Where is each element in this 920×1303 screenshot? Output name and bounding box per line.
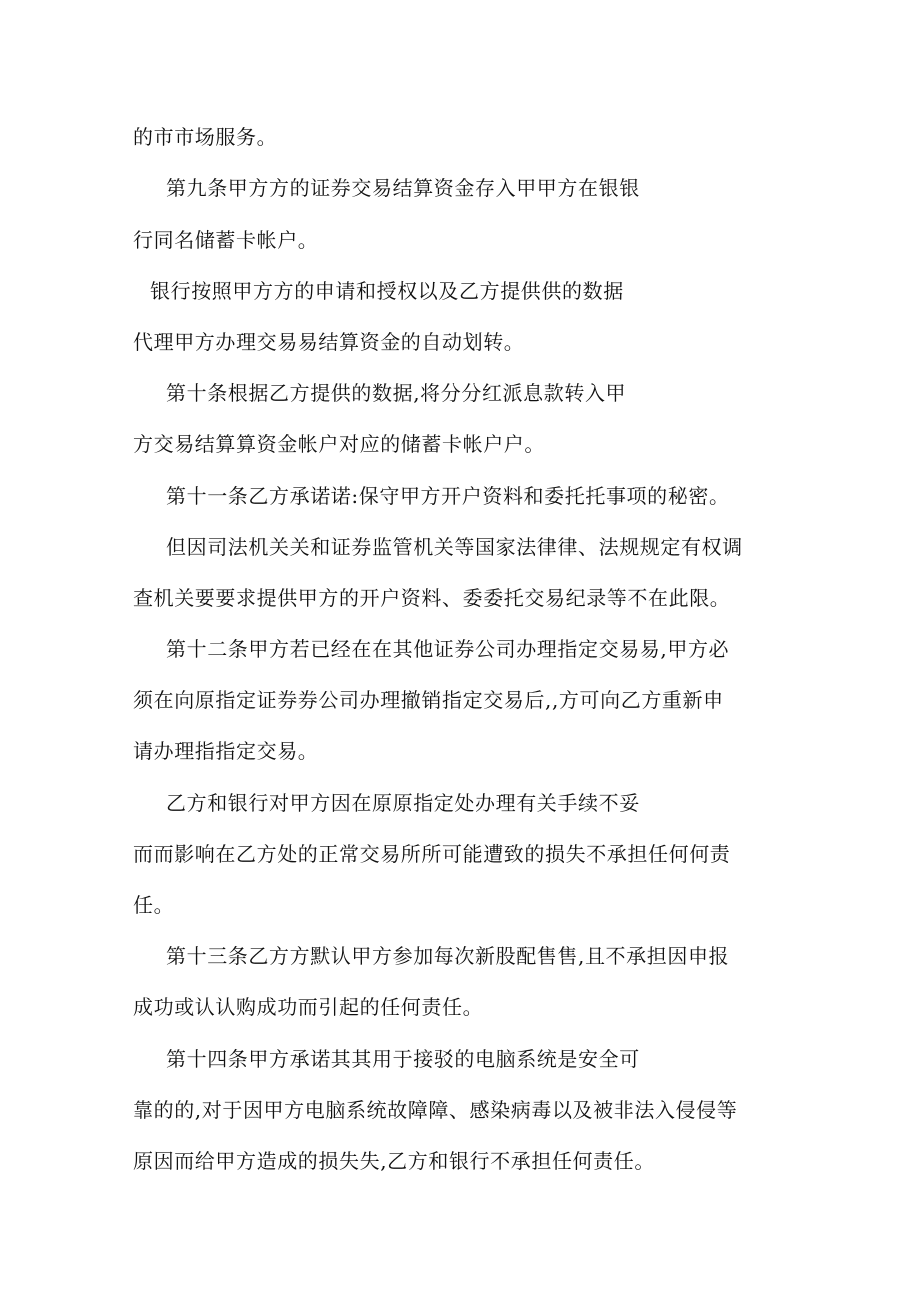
article-14-line-3: 原因而给甲方造成的损失失,乙方和银行不承担任何责任。 [133,1149,655,1173]
liability-line-2: 而而影响在乙方处的正常交易所所可能遭致的损失不承担任何何责 [133,842,731,866]
article-14-line-2: 靠的的,对于因甲方电脑系统故障障、感染病毒以及被非法入侵侵等 [133,1098,738,1122]
article-12-line-3: 请办理指指定交易。 [133,739,319,763]
article-11-line-1: 第十一条乙方承诺诺:保守甲方开户资料和委托托事项的秘密。 [166,484,730,508]
article-14-line-1: 第十四条甲方承诺其其用于接驳的电脑系统是安全可 [166,1047,640,1071]
article-9-line-2: 行同名储蓄卡帐户。 [133,228,319,252]
article-12-line-2: 须在向原指定证券券公司办理撤销指定交易后,,方可向乙方重新申 [133,688,724,712]
article-10-line-2: 方交易结算算资金帐户对应的储蓄卡帐户户。 [133,432,545,456]
liability-line-1: 乙方和银行对甲方因在原原指定处办理有关手续不妥 [166,791,640,815]
text-line-1: 的市市场服务。 [133,125,278,149]
liability-line-3: 任。 [133,893,175,917]
article-10-line-1: 第十条根据乙方提供的数据,将分分红派息款转入甲 [166,381,627,405]
article-13-line-1: 第十三条乙方方默认甲方参加每次新股配售售,且不承担因申报 [166,944,730,968]
article-9-line-1: 第九条甲方方的证券交易结算资金存入甲甲方在银银 [166,176,640,200]
exception-line-1: 但因司法机关关和证券监管机关等国家法律律、法规规定有权调 [166,535,743,559]
bank-transfer-line-1: 银行按照甲方方的申请和授权以及乙方提供供的数据 [150,279,624,303]
exception-line-2: 查机关要要求提供甲方的开户资料、委委托交易纪录等不在此限。 [133,586,731,610]
bank-transfer-line-2: 代理甲方办理交易易结算资金的自动划转。 [133,330,525,354]
article-12-line-1: 第十二条甲方若已经在在其他证券公司办理指定交易易,甲方必 [166,637,730,661]
article-13-line-2: 成功或认认购成功而引起的任何责任。 [133,995,484,1019]
